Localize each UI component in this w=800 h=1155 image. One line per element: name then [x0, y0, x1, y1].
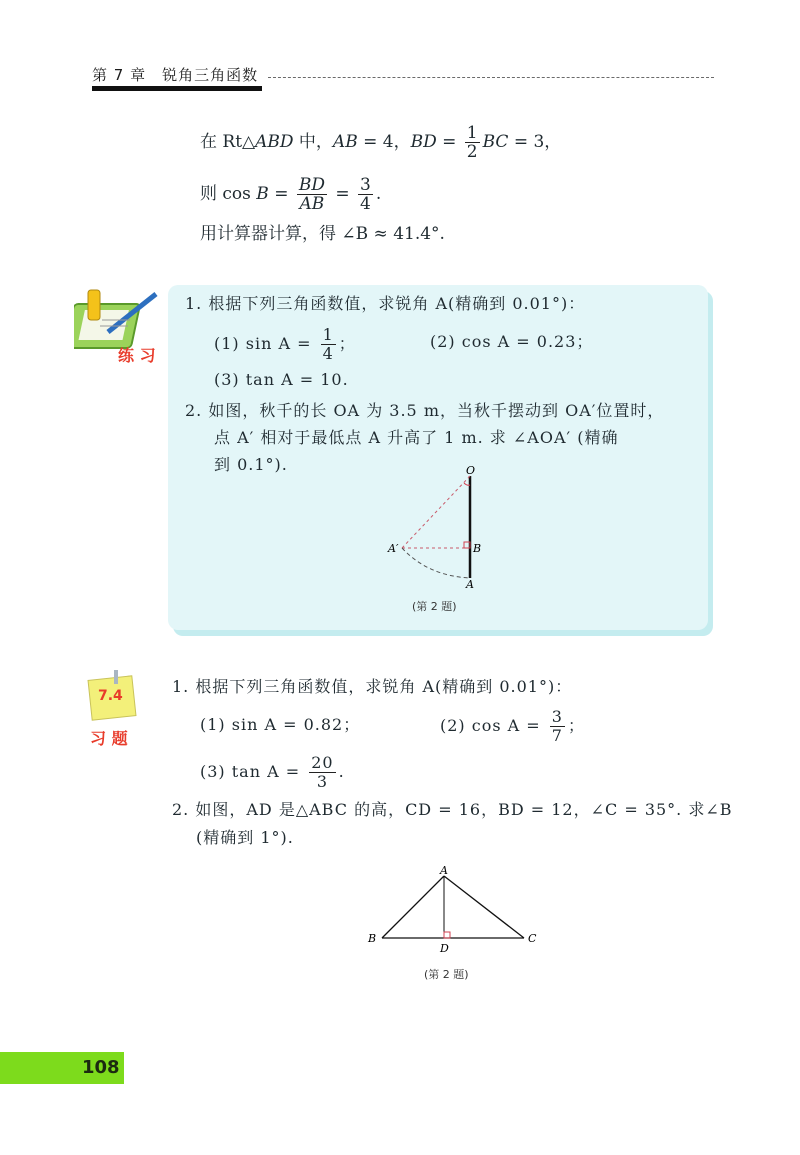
- exercise-q1: 1. 根据下列三角函数值，求锐角 A(精确到 0.01°)：: [172, 677, 573, 696]
- exercise-number: 7.4: [98, 688, 123, 704]
- practice-q2-line-1: 2. 如图，秋千的长 OA 为 3.5 m，当秋千摆动到 OA′位置时，: [185, 401, 665, 420]
- practice-q1b: (2) cos A = 0.23；: [430, 332, 594, 351]
- exercise-q2-line-1: 2. 如图，AD 是△ABC 的高，CD = 16，BD = 12，∠C = 35°. 求∠B: [172, 800, 733, 819]
- practice-tag: 练 习: [118, 346, 156, 365]
- label-b: B: [368, 932, 377, 945]
- side-ab: [382, 876, 444, 938]
- header-dotted-rule: [268, 77, 714, 78]
- exercise-tag: 习 题: [90, 729, 128, 748]
- chapter-underline: [92, 86, 262, 91]
- label-a-prime: A′: [388, 542, 399, 555]
- chapter-title: 第 7 章 锐角三角函数: [92, 66, 259, 84]
- right-angle-mark: [444, 932, 450, 938]
- example-line-2: 则 cos B = $\frac{BD}{AB}$ = $\frac{3}{4}$ .: [200, 175, 382, 214]
- practice-q2-line-2: 点 A′ 相对于最低点 A 升高了 1 m. 求 ∠AOA′ (精确: [214, 428, 619, 447]
- practice-q1: 1. 根据下列三角函数值，求锐角 A(精确到 0.01°)：: [185, 294, 586, 313]
- practice-q1a: (1) sin A = $\frac{1}{4}$ ；: [214, 325, 356, 363]
- rope-oa-prime: [402, 476, 470, 548]
- exercise-q2-line-2: (精确到 1°).: [196, 828, 294, 847]
- swing-figure: [380, 466, 500, 590]
- label-a: A: [440, 864, 448, 877]
- label-a: A: [466, 578, 474, 590]
- label-b: B: [473, 542, 482, 555]
- triangle-figure: [364, 864, 554, 954]
- swing-arc: [402, 548, 470, 578]
- practice-q2-line-3: 到 0.1°).: [214, 455, 288, 474]
- exercise-q1c: (3) tan A = $\frac{20}{3}$ .: [200, 753, 345, 791]
- label-d: D: [440, 942, 449, 954]
- label-o: O: [466, 466, 476, 477]
- side-ac: [444, 876, 524, 938]
- page-number: 108: [82, 1057, 120, 1078]
- fraction-one-half: $\frac{1}{2}$: [466, 123, 478, 162]
- exercise-q1b: (2) cos A = $\frac{3}{7}$ ；: [440, 707, 585, 745]
- practice-q1c: (3) tan A = 10.: [214, 370, 349, 389]
- example-line-3: 用计算器计算，得 ∠B ≈ 41.4°.: [200, 224, 445, 244]
- fraction-three-quarters: $\frac{3}{4}$: [360, 175, 371, 214]
- label-c: C: [528, 932, 537, 945]
- exercise-q1a: (1) sin A = 0.82；: [200, 715, 361, 734]
- exercise-figure-caption: (第 2 题): [424, 968, 469, 981]
- practice-figure-caption: (第 2 题): [412, 600, 457, 613]
- fraction-bd-ab: $\frac{BD}{AB}$: [298, 175, 325, 214]
- example-line-1: 在 Rt△ABD 中，AB = 4，BD = $\frac{1}{2}$ BC = 3，: [200, 123, 562, 162]
